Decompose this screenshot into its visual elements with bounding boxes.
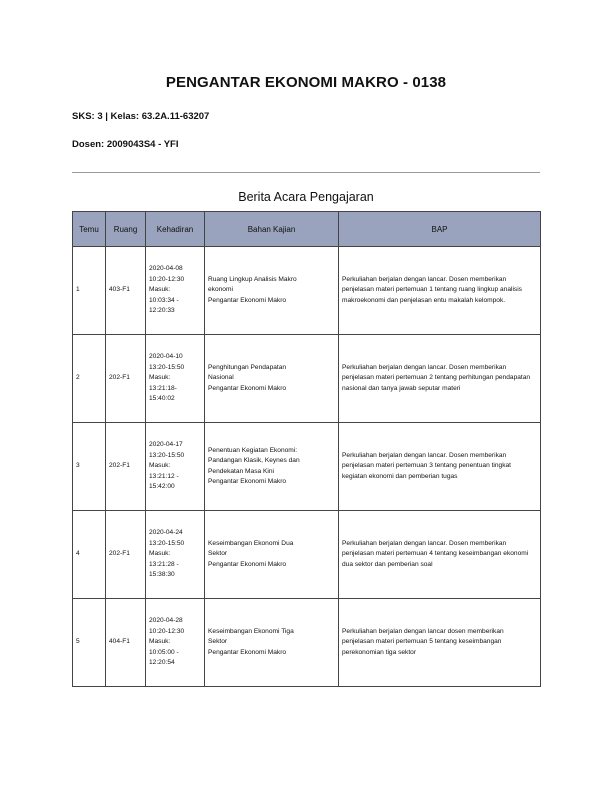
- kehadiran-line: Masuk:: [149, 286, 171, 294]
- sks-kelas-info: SKS: 3 | Kelas: 63.2A.11-63207: [72, 111, 210, 122]
- bahan-line: Pandangan Klasik, Keynes dan: [208, 457, 300, 464]
- cell-kehadiran: [146, 247, 205, 335]
- kehadiran-line: Masuk:: [149, 550, 171, 558]
- cell-bahan-kajian: [205, 423, 339, 511]
- table-row: [73, 511, 541, 599]
- cell-ruang: 403-F1: [106, 247, 146, 335]
- cell-ruang: 202-F1: [106, 423, 146, 511]
- kehadiran-line: 2020-04-24: [149, 529, 183, 537]
- cell-kehadiran: [146, 423, 205, 511]
- kehadiran-line: 10:03:34 -: [149, 296, 179, 304]
- kehadiran-line: 13:21:18-: [149, 384, 177, 392]
- cell-kehadiran: [146, 511, 205, 599]
- cell-bahan-kajian: [205, 247, 339, 335]
- kehadiran-line: 15:38:30: [149, 571, 175, 579]
- bahan-line: Pengantar Ekonomi Makro: [208, 648, 287, 656]
- section-title: Berita Acara Pengajaran: [238, 190, 374, 204]
- cell-bahan-kajian: [205, 599, 339, 687]
- cell-ruang: 202-F1: [106, 335, 146, 423]
- header-bap: BAP: [339, 212, 541, 247]
- kehadiran-line: 13:20-15:50: [149, 451, 185, 459]
- bahan-line: Keseimbangan Ekonomi Tiga: [208, 627, 294, 635]
- cell-bap: Perkuliahan berjalan dengan lancar. Dosen memberikan penjelasan materi pertemuan 3 tentang penentuan tingkat kegiatan ekonomi dan pemberian tugas: [339, 423, 541, 511]
- cell-temu: 5: [73, 599, 106, 687]
- header-kehadiran: Kehadiran: [146, 212, 205, 247]
- cell-bap: Perkuliahan berjalan dengan lancar dosen memberikan penjelasan materi pertemuan 5 tentang keseimbangan perekonomian tiga sektor: [339, 599, 541, 687]
- cell-bahan-kajian: [205, 511, 339, 599]
- bahan-line: Pengantar Ekonomi Makro: [208, 478, 287, 485]
- cell-bap: Perkuliahan berjalan dengan lancar. Dosen memberikan penjelasan materi pertemuan 1 tentang ruang lingkup analisis makroekonomi dan penjelasan entu makalah kelompok.: [339, 247, 541, 335]
- cell-bahan-kajian: [205, 335, 339, 423]
- bap-table: [72, 211, 541, 687]
- bahan-line: Pengantar Ekonomi Makro: [208, 560, 287, 568]
- kehadiran-line: 13:20-15:50: [149, 363, 185, 371]
- bahan-line: ekonomi: [208, 286, 233, 294]
- cell-kehadiran: [146, 335, 205, 423]
- cell-temu: 4: [73, 511, 106, 599]
- kehadiran-line: 12:20:54: [149, 659, 175, 667]
- bahan-line: Keseimbangan Ekonomi Dua: [208, 539, 294, 547]
- cell-bap: Perkuliahan berjalan dengan lancar. Dosen memberikan penjelasan materi pertemuan 4 tentang keseimbangan ekonomi dua sektor dan pemberian soal: [339, 511, 541, 599]
- table-row: [73, 335, 541, 423]
- table-row: [73, 599, 541, 687]
- bahan-line: Pengantar Ekonomi Makro: [208, 296, 287, 304]
- kehadiran-line: 2020-04-17: [149, 441, 183, 449]
- dosen-info: Dosen: 2009043S4 - YFI: [72, 139, 179, 150]
- kehadiran-line: Masuk:: [149, 638, 171, 646]
- header-temu: Temu: [73, 212, 106, 247]
- bahan-line: Sektor: [208, 550, 228, 558]
- bahan-line: Penentuan Kegiatan Ekonomi:: [208, 446, 298, 454]
- bahan-line: Pengantar Ekonomi Makro: [208, 384, 287, 392]
- kehadiran-line: 13:21:28 -: [149, 560, 179, 568]
- bahan-line: Ruang Lingkup Analisis Makro: [208, 275, 297, 283]
- kehadiran-line: 13:20-15:50: [149, 539, 185, 547]
- cell-temu: 1: [73, 247, 106, 335]
- header-bahan-kajian: Bahan Kajian: [205, 212, 339, 247]
- cell-ruang: 404-F1: [106, 599, 146, 687]
- cell-bap: Perkuliahan berjalan dengan lancar. Dosen memberikan penjelasan materi pertemuan 2 tentang perhitungan pendapatan nasional dan tanya jawab seputar materi: [339, 335, 541, 423]
- bahan-line: Nasional: [208, 374, 234, 382]
- kehadiran-line: 2020-04-28: [149, 617, 183, 625]
- kehadiran-line: 2020-04-08: [149, 265, 183, 273]
- kehadiran-line: Masuk:: [149, 462, 171, 470]
- cell-temu: 2: [73, 335, 106, 423]
- kehadiran-line: 10:20-12:30: [149, 627, 185, 635]
- bahan-line: Penghitungan Pendapatan: [208, 363, 287, 371]
- bahan-line: Sektor: [208, 638, 228, 646]
- cell-kehadiran: [146, 599, 205, 687]
- kehadiran-line: Masuk:: [149, 374, 171, 382]
- kehadiran-line: 12:20:33: [149, 307, 175, 315]
- header-ruang: Ruang: [106, 212, 146, 247]
- document-title: PENGANTAR EKONOMI MAKRO - 0138: [165, 74, 447, 91]
- kehadiran-line: 13:21:12 -: [149, 472, 179, 480]
- kehadiran-line: 2020-04-10: [149, 353, 183, 361]
- kehadiran-line: 10:20-12:30: [149, 275, 185, 283]
- table-header-row: [73, 212, 541, 247]
- cell-ruang: 202-F1: [106, 511, 146, 599]
- kehadiran-line: 10:05:00 -: [149, 648, 179, 656]
- kehadiran-line: 15:40:02: [149, 395, 175, 403]
- bahan-line: Pendekatan Masa Kini: [208, 467, 274, 475]
- table-row: [73, 247, 541, 335]
- table-row: [73, 423, 541, 511]
- divider: [72, 172, 540, 173]
- cell-temu: 3: [73, 423, 106, 511]
- kehadiran-line: 15:42:00: [149, 483, 175, 491]
